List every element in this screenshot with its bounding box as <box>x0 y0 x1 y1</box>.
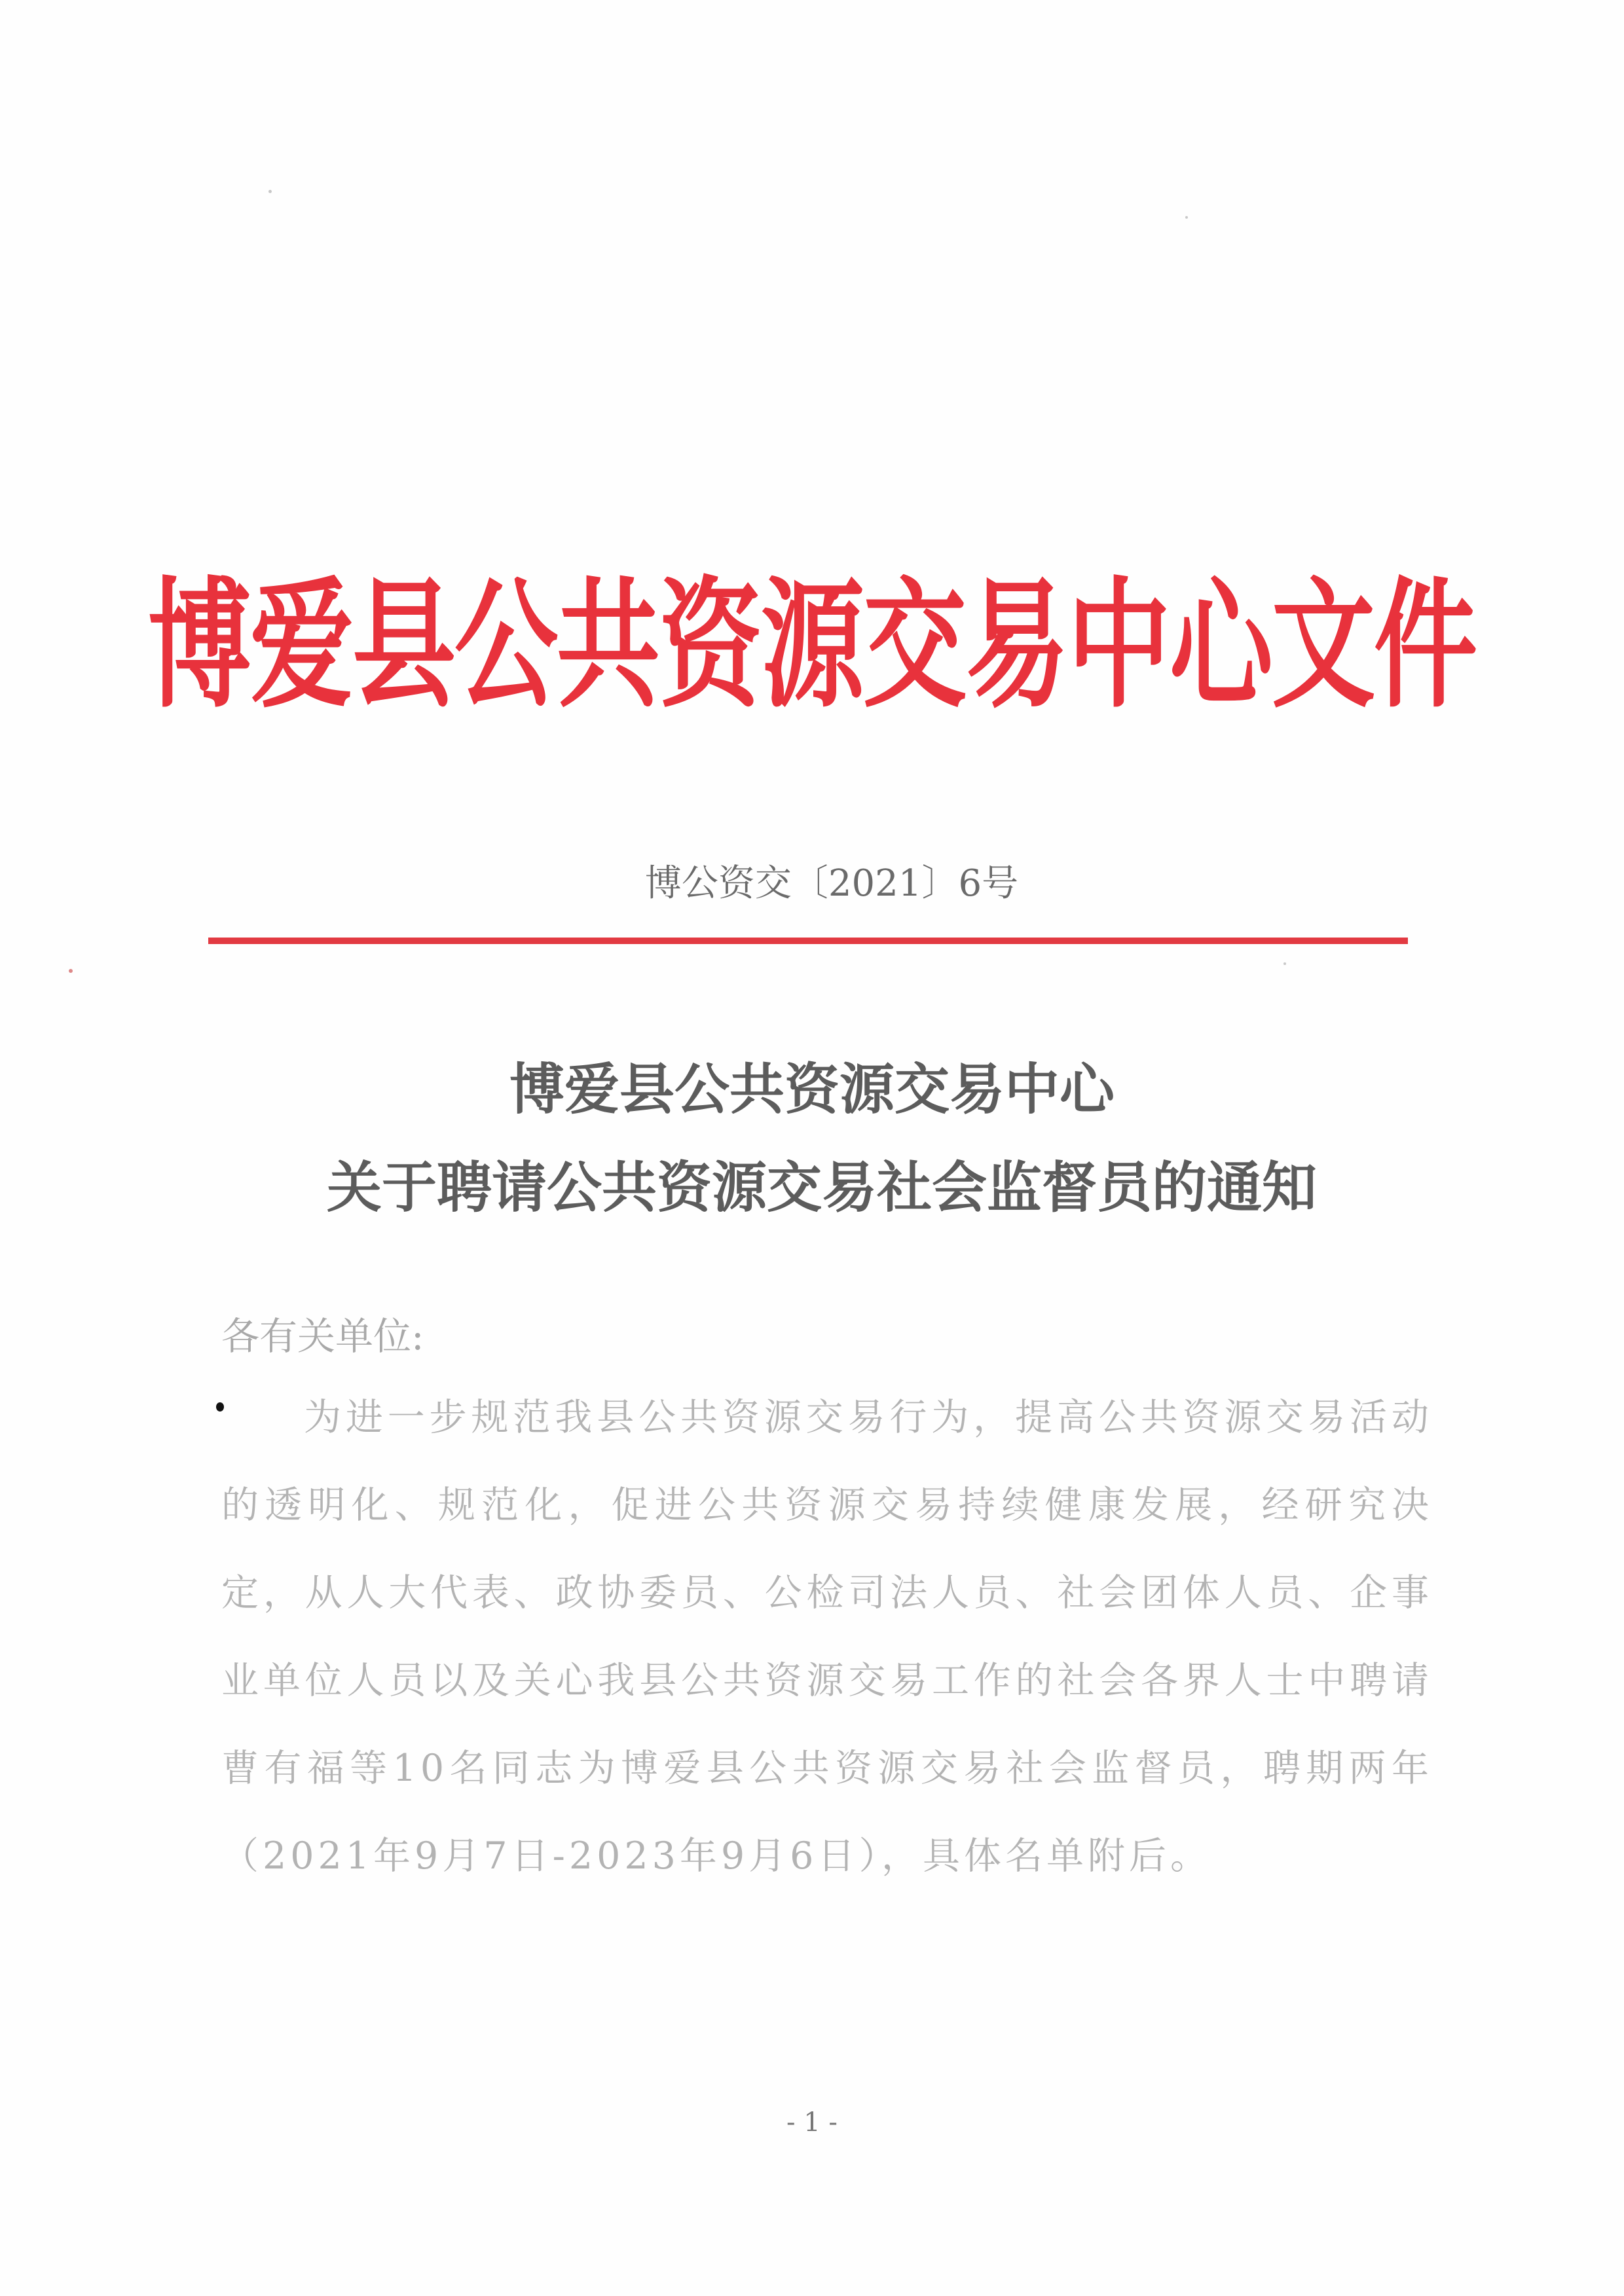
masthead-title: 博爱县公共资源交易中心文件 <box>148 564 1476 727</box>
notice-title-line1: 博爱县公共资源交易中心 <box>509 1057 1115 1121</box>
salutation: 各有关单位: <box>221 1314 424 1358</box>
body-paragraph: 为进一步规范我县公共资源交易行为，提高公共资源交易活动的透明化、规范化，促进公共资源交易持续健康发展，经研究决定，从人大代表、政协委员、公检司法人员、社会团体人员、企事业单位人员以及关心我县公共资源交易工作的社会各界人士中聘请曹有福等10名同志为博爱县公共资源交易社会监督员，聘期两年（2021年9月7日-2023年9月6日），具体名单附后。 <box>221 1396 1433 1878</box>
notice-title-line2: 关于聘请公共资源交易社会监督员的通知 <box>326 1155 1317 1220</box>
page-number: - 1 - <box>786 2107 838 2138</box>
scan-speck <box>1185 216 1188 219</box>
scan-speck <box>268 190 272 193</box>
document-number: 博公资交〔2021〕6号 <box>644 862 1019 905</box>
red-separator-rule <box>208 938 1408 944</box>
scan-speck <box>69 969 73 973</box>
scan-speck <box>1283 962 1286 965</box>
